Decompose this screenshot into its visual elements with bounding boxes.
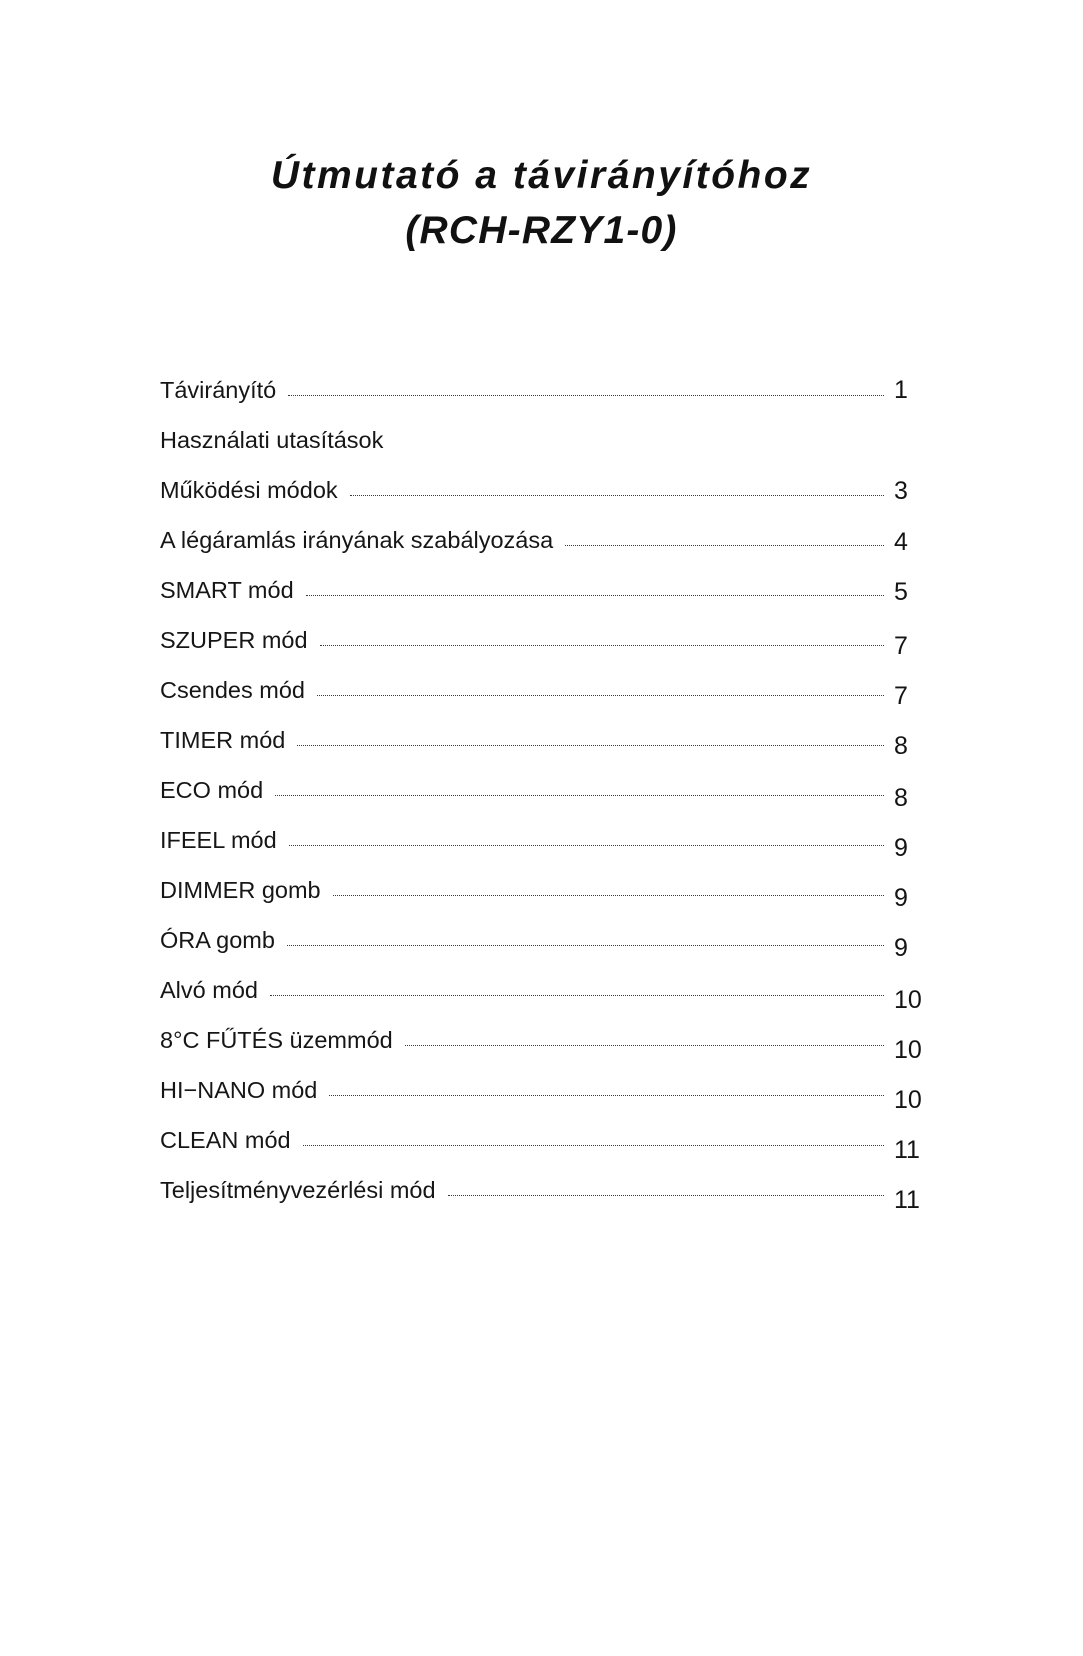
- toc-leader-dots: [288, 394, 884, 396]
- toc-entry-label: Teljesítményvezérlési mód: [160, 1177, 436, 1204]
- toc-entry-label: SZUPER mód: [160, 627, 308, 654]
- table-of-contents: [0, 355, 1083, 1214]
- toc-entry[interactable]: [160, 355, 928, 405]
- toc-entry-page: 8: [894, 731, 908, 760]
- toc-entry[interactable]: [160, 655, 928, 710]
- toc-leader-dots: [405, 1044, 884, 1046]
- toc-entry-label: A légáramlás irányának szabályozása: [160, 527, 554, 554]
- toc-entry[interactable]: [160, 755, 928, 812]
- toc-entry[interactable]: [160, 1105, 928, 1164]
- toc-entry-page: 3: [894, 476, 908, 505]
- toc-entry-page: 5: [894, 577, 908, 606]
- toc-entry[interactable]: [160, 605, 928, 660]
- toc-leader-dots: [329, 1094, 884, 1096]
- toc-entry-label: Alvó mód: [160, 977, 258, 1004]
- toc-entry-page: 11: [894, 1185, 920, 1214]
- toc-entry[interactable]: [160, 1055, 928, 1114]
- toc-entry-page: 7: [894, 631, 908, 660]
- document-page: [0, 148, 1083, 1656]
- toc-entry-page: 10: [894, 985, 922, 1014]
- toc-entry-label: 8°C FŰTÉS üzemmód: [160, 1027, 393, 1054]
- toc-entry[interactable]: [160, 405, 928, 455]
- toc-entry-page: 11: [894, 1135, 920, 1164]
- toc-entry[interactable]: [160, 1155, 928, 1214]
- toc-entry-label: ÓRA gomb: [160, 927, 275, 954]
- toc-entry-page: 7: [894, 681, 908, 710]
- toc-entry[interactable]: [160, 505, 928, 555]
- toc-entry[interactable]: [160, 955, 928, 1014]
- toc-entry-page: 9: [894, 883, 908, 912]
- toc-leader-dots: [317, 694, 884, 696]
- toc-entry[interactable]: [160, 855, 928, 912]
- toc-entry[interactable]: [160, 1005, 928, 1064]
- page-title-line-1: Útmutató a távirányítóhoz: [270, 154, 813, 197]
- toc-leader-dots: [303, 1144, 884, 1146]
- toc-entry-page: 9: [894, 933, 908, 962]
- toc-leader-dots: [395, 445, 884, 446]
- toc-leader-dots: [333, 894, 884, 896]
- page-title: [0, 148, 1083, 259]
- toc-entry-label: Használati utasítások: [160, 427, 384, 454]
- toc-entry-label: Távirányító: [160, 377, 277, 404]
- toc-entry-page: 4: [894, 527, 908, 556]
- toc-leader-dots: [270, 994, 884, 996]
- toc-entry[interactable]: [160, 805, 928, 862]
- toc-entry-label: HI−NANO mód: [160, 1077, 318, 1104]
- toc-entry-label: TIMER mód: [160, 727, 286, 754]
- toc-leader-dots: [289, 844, 884, 846]
- toc-leader-dots: [287, 944, 884, 946]
- toc-leader-dots: [275, 794, 884, 796]
- toc-entry-page: 10: [894, 1035, 922, 1064]
- toc-entry-label: CLEAN mód: [160, 1127, 291, 1154]
- toc-leader-dots: [320, 644, 884, 646]
- toc-entry-label: Működési módok: [160, 477, 338, 504]
- toc-entry-label: Csendes mód: [160, 677, 305, 704]
- toc-entry[interactable]: [160, 905, 928, 962]
- toc-entry-label: IFEEL mód: [160, 827, 277, 854]
- toc-leader-dots: [297, 744, 884, 746]
- toc-leader-dots: [565, 544, 884, 546]
- toc-entry-label: SMART mód: [160, 577, 294, 604]
- toc-entry-label: DIMMER gomb: [160, 877, 321, 904]
- toc-entry-page: 8: [894, 783, 908, 812]
- page-title-line-2: (RCH-RZY1-0): [405, 209, 678, 253]
- toc-leader-dots: [448, 1194, 884, 1196]
- toc-entry[interactable]: [160, 455, 928, 505]
- toc-entry[interactable]: [160, 555, 928, 605]
- toc-entry[interactable]: [160, 705, 928, 760]
- toc-leader-dots: [350, 494, 884, 496]
- toc-leader-dots: [306, 594, 884, 596]
- toc-entry-page: 9: [894, 833, 908, 862]
- toc-entry-label: ECO mód: [160, 777, 264, 804]
- toc-entry-page: 1: [894, 375, 908, 404]
- toc-entry-page: 10: [894, 1085, 922, 1114]
